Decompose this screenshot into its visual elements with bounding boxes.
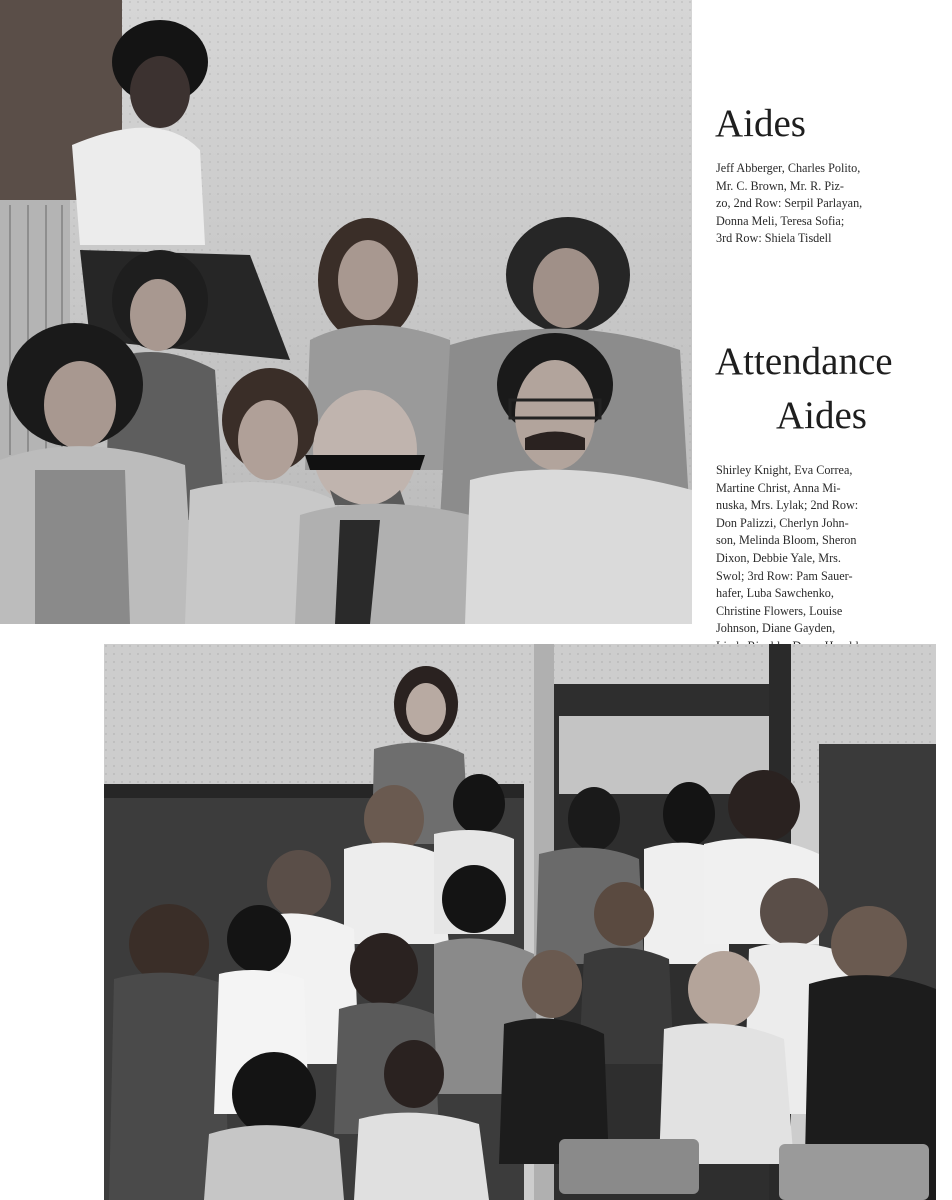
attendance-aides-heading-line2: Aides bbox=[776, 394, 867, 437]
attendance-caption-line: Johnson, Diane Gayden, bbox=[716, 621, 836, 636]
attendance-aides-photo-illustration bbox=[104, 644, 936, 1200]
attendance-aides-heading-line1: Attendance bbox=[715, 340, 893, 383]
attendance-caption-line: Dixon, Debbie Yale, Mrs. bbox=[716, 550, 841, 565]
attendance-caption-line: Christine Flowers, Louise bbox=[716, 603, 843, 618]
attendance-caption-line: Swol; 3rd Row: Pam Sauer- bbox=[716, 568, 853, 583]
attendance-caption-line: son, Melinda Bloom, Sheron bbox=[716, 533, 857, 548]
aides-caption-line: Jeff Abberger, Charles Polito, bbox=[716, 161, 861, 175]
attendance-caption-line: Martine Christ, Anna Mi- bbox=[716, 480, 841, 495]
attendance-caption-line: nuska, Mrs. Lylak; 2nd Row: bbox=[716, 498, 859, 513]
aides-heading: Aides bbox=[715, 102, 806, 145]
aides-caption-line: Mr. C. Brown, Mr. R. Piz- bbox=[716, 178, 844, 193]
attendance-caption-line: hafer, Luba Sawchenko, bbox=[716, 586, 834, 601]
aides-group-photo bbox=[0, 0, 692, 624]
aides-caption bbox=[716, 160, 934, 248]
attendance-caption-line: Don Palizzi, Cherlyn John- bbox=[716, 515, 849, 530]
attendance-aides-group-photo bbox=[104, 644, 936, 1200]
attendance-aides-caption bbox=[716, 462, 930, 656]
aides-caption-line: zo, 2nd Row: Serpil Parlayan, bbox=[716, 196, 863, 211]
attendance-caption-line: Shirley Knight, Eva Correa, bbox=[716, 463, 853, 477]
aides-caption-line: 3rd Row: Shiela Tisdell bbox=[716, 231, 832, 246]
aides-caption-line: Donna Meli, Teresa Sofia; bbox=[716, 213, 845, 228]
aides-photo-illustration bbox=[0, 0, 692, 624]
